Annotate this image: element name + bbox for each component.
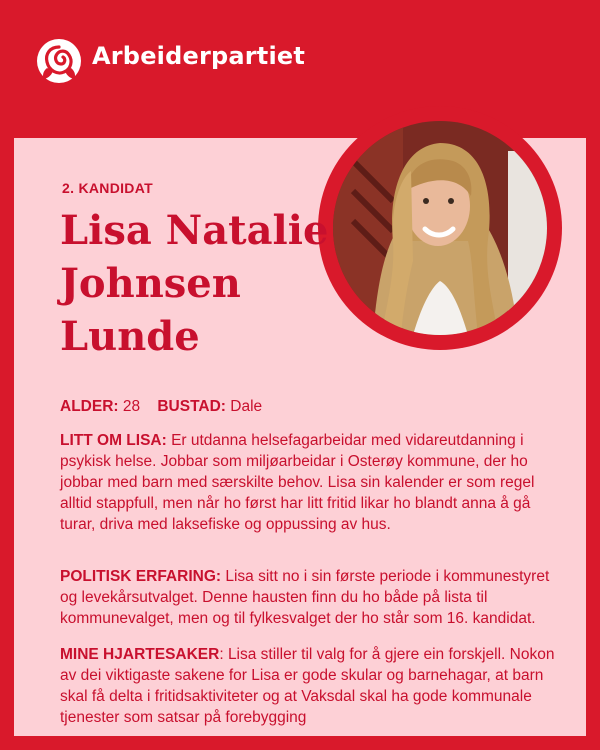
brand-name: Arbeiderpartiet [92,42,306,70]
candidate-name-line: Lunde [60,313,200,360]
section-text: : Lisa stiller til valg for å gjere ein forskjell. Nokon av dei viktigaste sakene for Lisa er gode skular og barnehagar, at barn skal få delta i fritidsaktiviteter og at Vaksdal skal ha gode kommunale tjenester som satsar på forebygging [60,646,555,726]
residence-value: Dale [230,398,263,415]
age-label: ALDER: [60,398,119,415]
candidate-name-line: Johnsen [60,260,241,307]
candidate-name [60,204,328,363]
age-value: 28 [122,398,141,415]
candidate-rank: 2. KANDIDAT [62,180,153,196]
section-label: MINE HJARTESAKER [60,646,220,663]
header [0,0,600,120]
section-text: Er utdanna helsefagarbeidar med vidareutdanning i psykisk helse. Jobbar som miljøarbeidar i Osterøy kommune, der ho jobbar med barn med særskilte behov. Lisa sin kalender er som regel alltid stappfull, men når ho først har litt fritid likar ho blandt anna å gå turar, driva med laksefiske og oppussing av hus. [60,432,535,533]
candidate-facts [60,398,262,416]
rose-logo-icon [36,38,82,84]
candidate-portrait [333,121,547,335]
section-label: LITT OM LISA: [60,432,167,449]
candidate-name-line: Lisa Natalie [60,207,329,254]
section-text: Lisa sitt no i sin første periode i kommunestyret og levekårsutvalget. Denne hausten finn du ho både på lista til kommunevalget, men og til fylkesvalget der ho står som 16. kandidat. [60,568,550,627]
political-experience-section [60,566,560,629]
priorities-section [60,644,560,728]
about-section [60,430,560,535]
section-label: POLITISK ERFARING: [60,568,222,585]
residence-label: BUSTAD: [157,398,226,415]
